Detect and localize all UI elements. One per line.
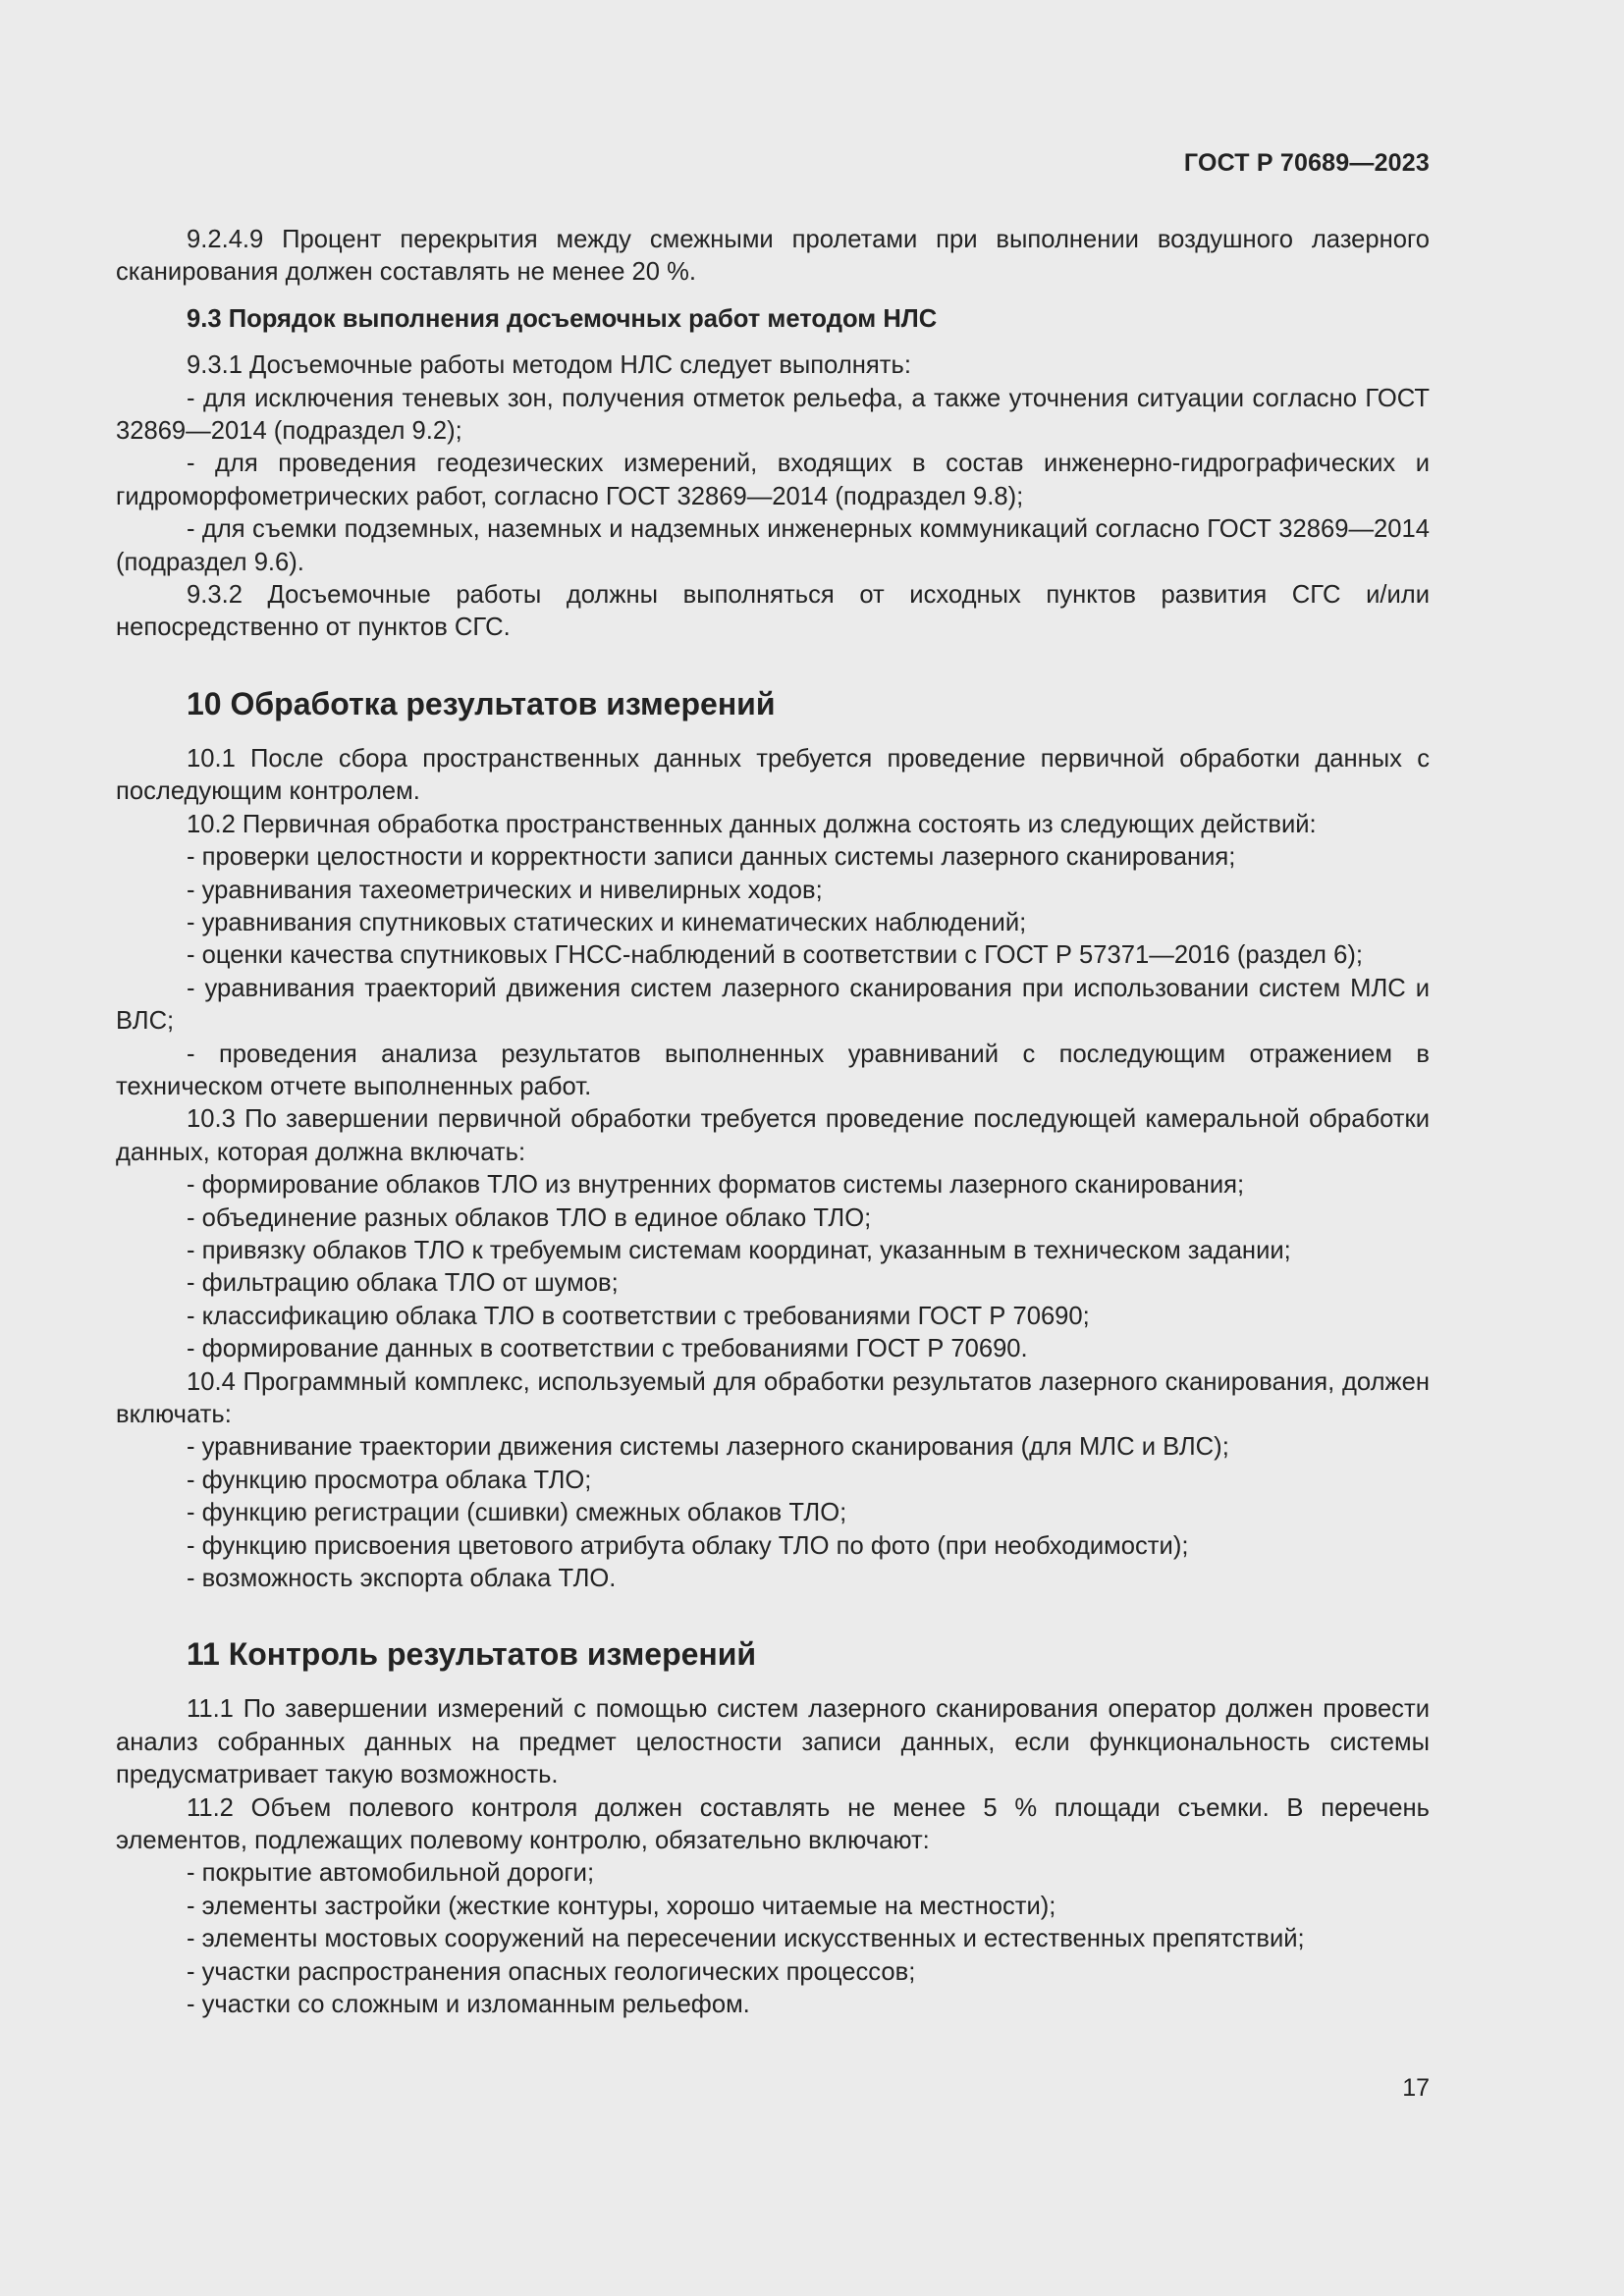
list-item: - проведения анализа результатов выполненных уравниваний с последующим отражением в техническом отчете выполненных работ. [116, 1040, 1430, 1100]
subsection-heading-9-3: 9.3 Порядок выполнения досъемочных работ методом НЛС [187, 304, 938, 333]
list-item: - объединение разных облаков ТЛО в единое облако ТЛО; [187, 1203, 872, 1232]
list-item: - уравнивание траектории движения системы лазерного сканирования (для МЛС и ВЛС); [187, 1433, 1229, 1462]
list-item: - оценки качества спутниковых ГНСС-наблюдений в соответствии с ГОСТ Р 57371—2016 (раздел 6); [187, 941, 1363, 970]
list-item: - уравнивания траекторий движения систем лазерного сканирования при использовании систем МЛС и ВЛС; [116, 974, 1430, 1036]
paragraph-9-2-4-9: 9.2.4.9 Процент перекрытия между смежными пролетами при выполнении воздушного лазерного сканирования должен составлять не менее 20 %. [116, 226, 1430, 287]
list-item: - участки со сложным и изломанным рельефом. [187, 1991, 750, 2019]
list-item: - уравнивания спутниковых статических и кинематических наблюдений; [187, 908, 1027, 936]
page-number: 17 [1402, 2074, 1430, 2102]
list-item: - элементы застройки (жесткие контуры, хорошо читаемые на местности); [187, 1892, 1056, 1920]
list-item: - формирование данных в соответствии с требованиями ГОСТ Р 70690. [187, 1335, 1028, 1363]
paragraph-9-3-1: 9.3.1 Досъемочные работы методом НЛС следует выполнять: [187, 351, 911, 380]
list-item: - проверки целостности и корректности записи данных системы лазерного сканирования; [187, 843, 1236, 872]
section-heading-10: 10 Обработка результатов измерений [187, 685, 776, 721]
list-item: - фильтрацию облака ТЛО от шумов; [187, 1269, 619, 1298]
paragraph-10-3: 10.3 По завершении первичной обработки требуется проведение последующей камеральной обработки данных, которая должна включать: [116, 1105, 1430, 1166]
list-item: - функцию регистрации (сшивки) смежных облаков ТЛО; [187, 1499, 847, 1527]
list-item: - привязку облаков ТЛО к требуемым системам координат, указанным в техническом задании; [187, 1236, 1291, 1264]
list-item: - уравнивания тахеометрических и нивелирных ходов; [187, 876, 823, 904]
list-item: - покрытие автомобильной дороги; [187, 1859, 595, 1888]
document-body [116, 224, 1430, 2022]
paragraph-10-4: 10.4 Программный комплекс, используемый для обработки результатов лазерного сканирования, должен включать: [116, 1367, 1430, 1428]
list-item: - возможность экспорта облака ТЛО. [187, 1565, 617, 1593]
section-heading-11: 11 Контроль результатов измерений [187, 1636, 757, 1673]
list-item: - формирование облаков ТЛО из внутренних форматов системы лазерного сканирования; [187, 1171, 1245, 1200]
list-item: - для исключения теневых зон, получения отметок рельефа, а также уточнения ситуации согласно ГОСТ 32869—2014 (подраздел 9.2); [116, 384, 1430, 446]
paragraph-11-2: 11.2 Объем полевого контроля должен составлять не менее 5 % площади съемки. В перечень элементов, подлежащих полевому контролю, обязательно включают: [116, 1793, 1430, 1855]
paragraph-10-1: 10.1 После сбора пространственных данных требуется проведение первичной обработки данных с последующим контролем. [116, 744, 1430, 806]
list-item: - функцию просмотра облака ТЛО; [187, 1466, 592, 1494]
paragraph-9-3-2: 9.3.2 Досъемочные работы должны выполняться от исходных пунктов развития СГС и/или непосредственно от пунктов СГС. [116, 581, 1430, 642]
document-header: ГОСТ Р 70689—2023 [1183, 149, 1430, 177]
list-item: - элементы мостовых сооружений на пересечении искусственных и естественных препятствий; [187, 1925, 1305, 1953]
list-item: - для съемки подземных, наземных и надземных инженерных коммуникаций согласно ГОСТ 32869—2014 (подраздел 9.6). [116, 515, 1430, 576]
paragraph-11-1: 11.1 По завершении измерений с помощью систем лазерного сканирования оператор должен провести анализ собранных данных на предмет целостности записи данных, если функциональность системы предусматривает такую возможность. [116, 1695, 1430, 1789]
list-item: - функцию присвоения цветового атрибута облаку ТЛО по фото (при необходимости); [187, 1531, 1189, 1560]
list-item: - классификацию облака ТЛО в соответствии с требованиями ГОСТ Р 70690; [187, 1302, 1090, 1330]
list-item: - для проведения геодезических измерений, входящих в состав инженерно-гидрографических и гидроморфометрических работ, согласно ГОСТ 32869—2014 (подраздел 9.8); [116, 450, 1430, 510]
list-item: - участки распространения опасных геологических процессов; [187, 1957, 916, 1986]
paragraph-10-2: 10.2 Первичная обработка пространственных данных должна состоять из следующих действий: [187, 810, 1317, 838]
